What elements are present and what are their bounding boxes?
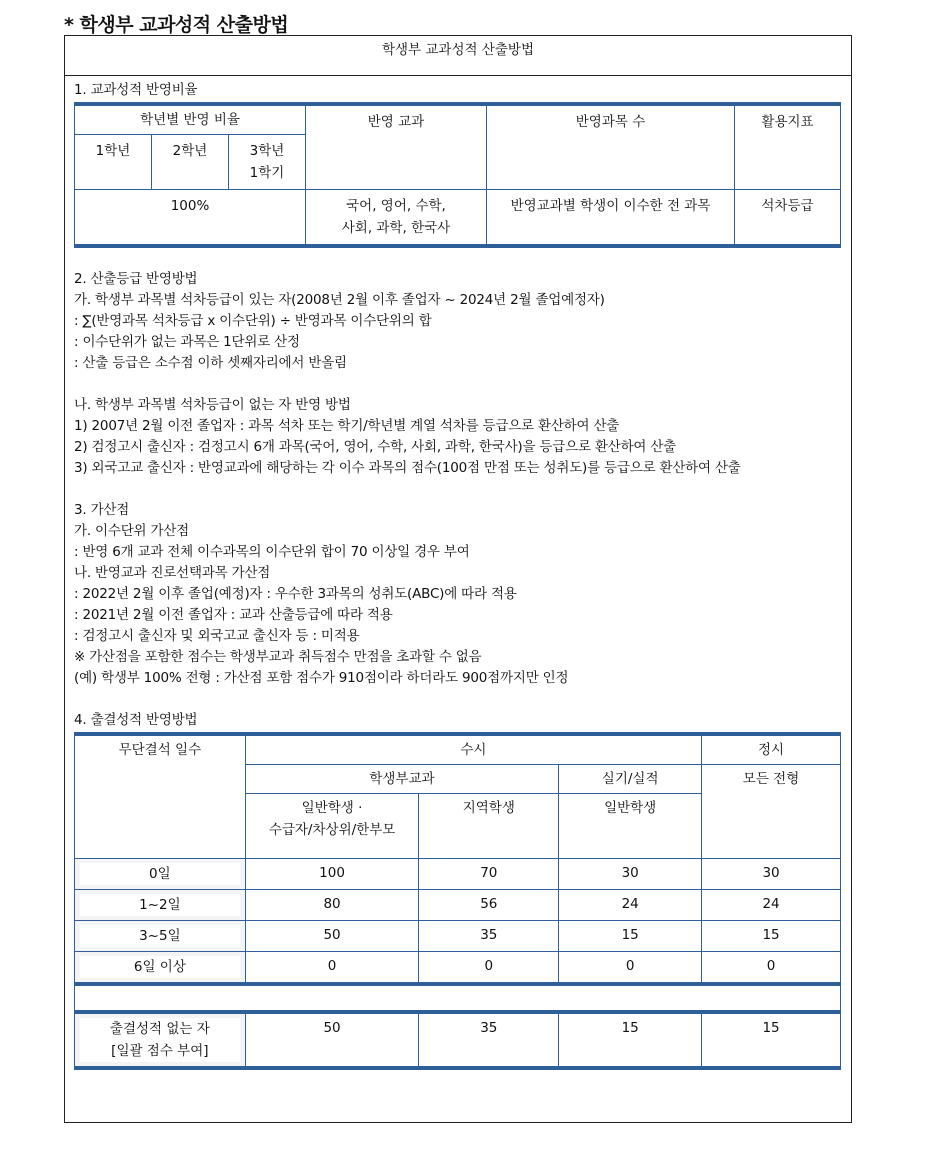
header-record: 학생부교과 (245, 765, 559, 794)
header-grade-ratio: 학년별 반영 비율 (75, 104, 306, 135)
header-index: 활용지표 (735, 104, 841, 190)
cell: 30 (559, 859, 702, 890)
subjects-value (306, 190, 487, 247)
no-record-label-line1: 출결성적 없는 자 (109, 1021, 210, 1037)
spacer-row (75, 984, 841, 1012)
header-absence-days: 무단결석 일수 (75, 734, 246, 859)
row-label: 6일 이상 (80, 956, 240, 978)
subjects-line1: 국어, 영어, 수학, (346, 198, 446, 214)
header-regional: 지역학생 (419, 794, 559, 859)
table-row (75, 952, 841, 985)
cell: 50 (245, 921, 419, 952)
box-title: 학생부 교과성적 산출방법 (65, 36, 851, 76)
cell: 0 (559, 952, 702, 985)
header-num-courses: 반영과목 수 (487, 104, 735, 190)
section4-heading: 4. 출결성적 반영방법 (74, 712, 198, 728)
header-general: 일반학생 (559, 794, 702, 859)
cell: 35 (419, 1012, 559, 1068)
text-line: 3. 가산점 (74, 502, 130, 518)
text-line: 나. 반영교과 진로선택과목 가산점 (74, 565, 271, 581)
cell: 15 (702, 1012, 841, 1068)
grade-3 (229, 135, 306, 190)
text-line: 2. 산출등급 반영방법 (74, 271, 198, 287)
cell: 15 (702, 921, 841, 952)
table-row (75, 921, 841, 952)
text-line: 1) 2007년 2월 이전 졸업자 : 과목 석차 또는 학기/학년별 계열 석차를 등급으로 환산하여 산출 (74, 418, 620, 434)
cell: 15 (559, 921, 702, 952)
header-general-line1: 일반학생 · (301, 800, 363, 816)
row-label: 3~5일 (80, 925, 240, 947)
index-value: 석차등급 (735, 190, 841, 247)
text-line: 가. 이수단위 가산점 (74, 523, 190, 539)
text-line: : 이수단위가 없는 과목은 1단위로 산정 (74, 334, 300, 350)
content (65, 76, 851, 1070)
grade-2: 2학년 (152, 135, 229, 190)
text-line: 3) 외국고교 출신자 : 반영교과에 해당하는 각 이수 과목의 점수(100점 만점 또는 성취도)를 등급으로 환산하여 산출 (74, 460, 741, 476)
table-row-no-record (75, 1012, 841, 1068)
text-line: : 반영 6개 교과 전체 이수과목의 이수단위 합이 70 이상일 경우 부여 (74, 544, 470, 560)
header-susi: 수시 (245, 734, 701, 765)
table-row (75, 890, 841, 921)
header-subjects: 반영 교과 (306, 104, 487, 190)
cell: 35 (419, 921, 559, 952)
num-courses-value: 반영교과별 학생이 이수한 전 과목 (487, 190, 735, 247)
row-label: 1~2일 (80, 894, 240, 916)
document-box (64, 35, 852, 1123)
attendance-table (74, 732, 841, 1070)
header-general-line2: 수급자/차상위/한부모 (268, 822, 396, 838)
cell: 24 (702, 890, 841, 921)
text-line: : 검정고시 출신자 및 외국고교 출신자 등 : 미적용 (74, 628, 360, 644)
text-line: 가. 학생부 과목별 석차등급이 있는 자(2008년 2월 이후 졸업자 ~ 2024년 2월 졸업예정자) (74, 292, 605, 308)
header-practical: 실기/실적 (559, 765, 702, 794)
grade-3-line2: 1학기 (249, 165, 285, 181)
table-row (75, 859, 841, 890)
text-line: : 2021년 2월 이전 졸업자 : 교과 산출등급에 따라 적용 (74, 607, 393, 623)
text-line: : 산출 등급은 소수점 이하 셋째자리에서 반올림 (74, 355, 347, 371)
cell: 15 (559, 1012, 702, 1068)
grade-3-line1: 3학년 (249, 143, 285, 159)
grade-1: 1학년 (75, 135, 152, 190)
header-jeongsi: 정시 (702, 734, 841, 765)
cell: 30 (702, 859, 841, 890)
ratio-table (74, 102, 841, 248)
page-title: * 학생부 교과성적 산출방법 (64, 14, 289, 36)
section1-heading: 1. 교과성적 반영비율 (74, 82, 198, 98)
ratio-value: 100% (75, 190, 306, 247)
cell: 0 (245, 952, 419, 985)
text-line: 2) 검정고시 출신자 : 검정고시 6개 과목(국어, 영어, 수학, 사회, 과학, 한국사)을 등급으로 환산하여 산출 (74, 439, 677, 455)
header-general-needy (245, 794, 419, 859)
cell: 0 (419, 952, 559, 985)
text-line: : 2022년 2월 이후 졸업(예정)자 : 우수한 3과목의 성취도(ABC)에 따라 적용 (74, 586, 517, 602)
header-all: 모든 전형 (702, 765, 841, 859)
text-line: ※ 가산점을 포함한 점수는 학생부교과 취득점수 만점을 초과할 수 없음 (74, 649, 482, 665)
cell: 80 (245, 890, 419, 921)
row-label: 0일 (80, 863, 240, 885)
cell: 100 (245, 859, 419, 890)
cell: 24 (559, 890, 702, 921)
no-record-label-line2: [일괄 점수 부여] (111, 1043, 209, 1059)
cell: 56 (419, 890, 559, 921)
text-line: (예) 학생부 100% 전형 : 가산점 포함 점수가 910점이라 하더라도 900점까지만 인정 (74, 670, 569, 686)
cell: 70 (419, 859, 559, 890)
row-label (80, 1018, 240, 1062)
text-line: : ∑(반영과목 석차등급 x 이수단위) ÷ 반영과목 이수단위의 합 (74, 313, 432, 329)
cell: 0 (702, 952, 841, 985)
cell: 50 (245, 1012, 419, 1068)
text-line: 나. 학생부 과목별 석차등급이 없는 자 반영 방법 (74, 397, 351, 413)
subjects-line2: 사회, 과학, 한국사 (341, 220, 451, 236)
